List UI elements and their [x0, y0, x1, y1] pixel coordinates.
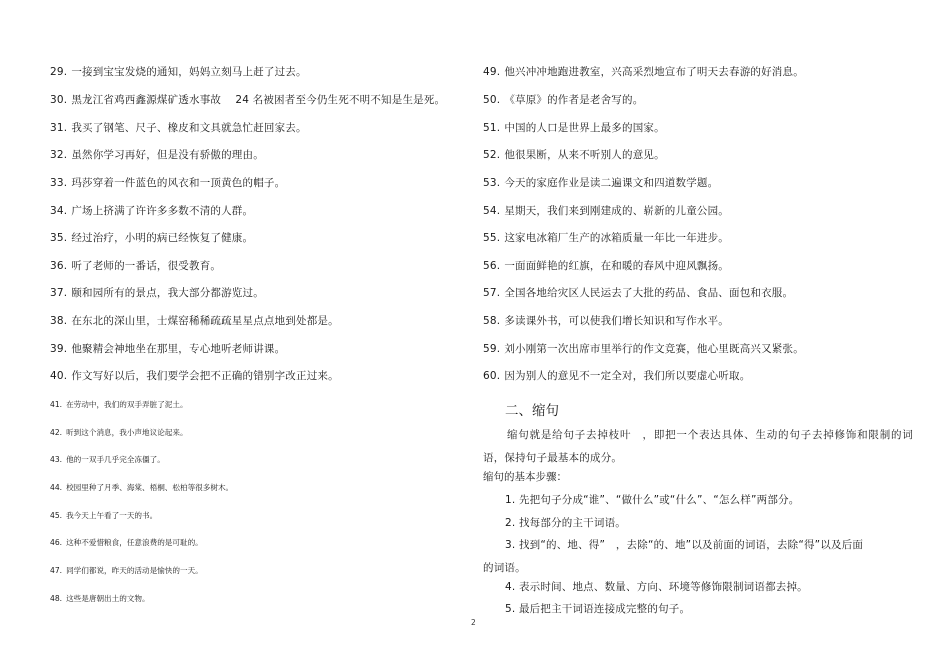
- list-item: 39. 他聚精会神地坐在那里，专心地听老师讲课。: [50, 343, 286, 355]
- list-item: 55. 这家电冰箱厂生产的冰箱质量一年比一年进步。: [483, 232, 730, 244]
- list-item: 51. 中国的人口是世界上最多的国家。: [483, 122, 665, 134]
- list-item: 60. 因为别人的意见不一定全对，我们所以要虚心听取。: [483, 370, 751, 382]
- page-number: 2: [471, 618, 476, 627]
- list-item: 42. 听到这个消息，我小声地议论起来。: [50, 428, 188, 437]
- list-item: 44. 校园里种了月季、海棠、梧桐、松柏等很多树木。: [50, 483, 234, 492]
- step-item: 4. 表示时间、地点、数量、方向、环境等修饰限制词语都去掉。: [505, 581, 808, 593]
- list-item: 36. 听了老师的一番话，很受教育。: [50, 260, 222, 272]
- list-item: 49. 他兴冲冲地跑进教室，兴高采烈地宣布了明天去春游的好消息。: [483, 66, 804, 78]
- list-item: 57. 全国各地给灾区人民运去了大批的药品、食品、面包和衣服。: [483, 287, 794, 299]
- step-item: 1. 先把句子分成“谁”、“做什么”或“什么”、“怎么样”两部分。: [505, 494, 800, 506]
- list-item: 41. 在劳动中，我们的双手弄脏了泥土。: [50, 400, 188, 409]
- list-item: 53. 今天的家庭作业是读二遍课文和四道数学题。: [483, 177, 719, 189]
- list-item: 33. 玛莎穿着一件蓝色的风衣和一顶黄色的帽子。: [50, 177, 286, 189]
- list-item: 48. 这些是唐朝出土的文物。: [50, 594, 150, 603]
- step-continuation: 的词语。: [483, 562, 526, 574]
- section-intro: 缩句就是给句子去掉枝叶 ，即把一个表达具体、生动的句子去掉修饰和限制的词语，保持句子最基本的成分。: [483, 429, 913, 464]
- step-item: 2. 找每部分的主干词语。: [505, 517, 626, 529]
- step-item: 3. 找到“的、地、得” ，去除“的、地”以及前面的词语，去除“得”以及后面 的词语。: [505, 534, 913, 580]
- list-item: 30. 黑龙江省鸡西鑫源煤矿透水事故 24 名被困者至今仍生死不明不知是生是死。: [50, 94, 446, 106]
- list-item: 50. 《草原》的作者是老舍写的。: [483, 94, 644, 106]
- list-item: 45. 我今天上午看了一天的书。: [50, 511, 158, 520]
- list-item: 58. 多读课外书，可以使我们增长知识和写作水平。: [483, 315, 730, 327]
- list-item: 52. 他很果断，从来不听别人的意见。: [483, 149, 665, 161]
- list-item: 56. 一面面鲜艳的红旗，在和暖的春风中迎风飘扬。: [483, 260, 730, 272]
- section-title: 二、缩句: [505, 403, 559, 419]
- list-item: 43. 他的一双手几乎完全冻僵了。: [50, 455, 165, 464]
- list-item: 40. 作文写好以后，我们要学会把不正确的错别字改正过来。: [50, 370, 339, 382]
- list-item: 38. 在东北的深山里，士煤窑稀稀疏疏星星点点地到处都是。: [50, 315, 339, 327]
- list-item: 29. 一接到宝宝发烧的通知，妈妈立刻马上赶了过去。: [50, 66, 307, 78]
- list-item: 32. 虽然你学习再好，但是没有骄傲的理由。: [50, 149, 264, 161]
- list-item: 59. 刘小刚第一次出席市里举行的作文竞赛，他心里既高兴又紧张。: [483, 343, 804, 355]
- list-item: 35. 经过治疗，小明的病已经恢复了健康。: [50, 232, 254, 244]
- list-item: 54. 星期天，我们来到刚建成的、崭新的儿童公园。: [483, 205, 730, 217]
- list-item: 31. 我买了钢笔、尺子、橡皮和文具就急忙赶回家去。: [50, 122, 307, 134]
- list-item: 37. 颐和园所有的景点，我大部分都游览过。: [50, 287, 264, 299]
- list-item: 34. 广场上挤满了许许多多数不清的人群。: [50, 205, 254, 217]
- step-item: 5. 最后把主干词语连接成完整的句子。: [505, 603, 691, 615]
- steps-heading: 缩句的基本步骤：: [483, 471, 567, 483]
- list-item: 47. 同学们都说，昨天的活动是愉快的一天。: [50, 566, 203, 575]
- list-item: 46. 这种不爱惜粮食，任意浪费的是可耻的。: [50, 538, 203, 547]
